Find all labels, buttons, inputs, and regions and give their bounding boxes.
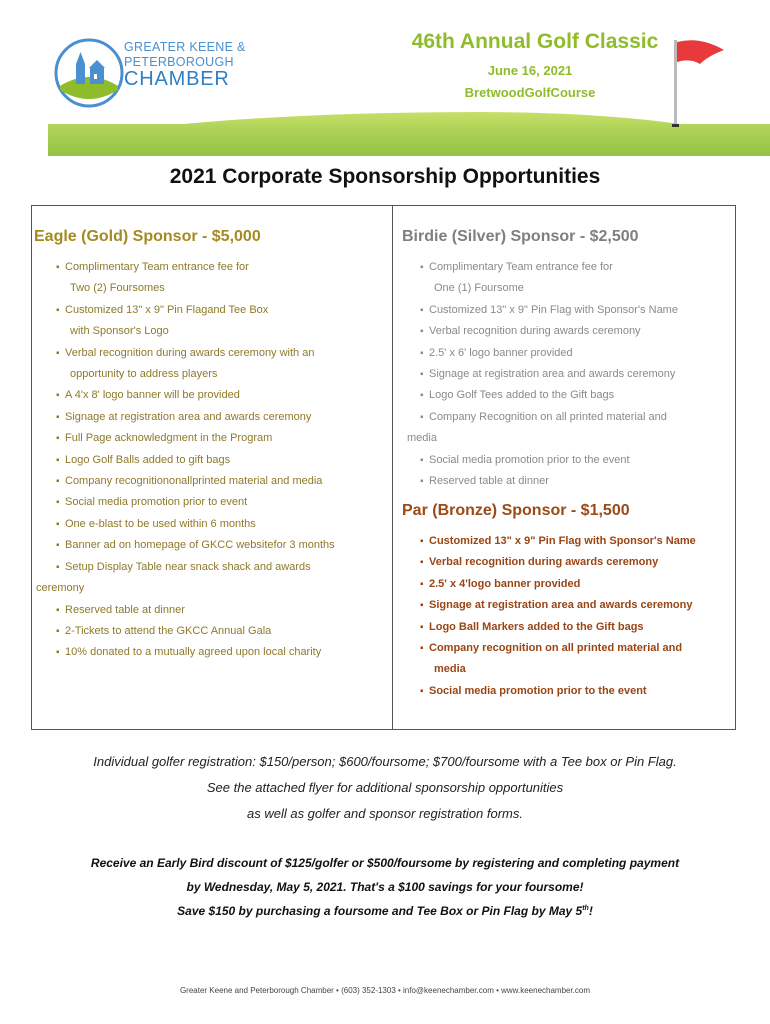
list-item: ▪ Verbal recognition during awards ceremony with an [65,343,386,364]
eagle-sponsor-tier [36,228,386,664]
par-benefits-list [429,531,732,702]
event-venue: BretwoodGolfCourse [464,85,596,100]
list-item: ▪ Verbal recognition during awards ceremony [429,552,732,573]
list-item: ▪ Signage at registration area and awards ceremony [429,595,732,616]
list-item: opportunity to address players [70,368,218,381]
early-bird-line3-end: ! [588,904,593,918]
birdie-sponsor-tier [402,228,732,492]
org-name-line2: PETERBOROUGH [124,55,234,69]
early-bird-line3-suffix: th [582,905,589,912]
event-date: June 16, 2021 [487,63,573,78]
eagle-benefits-list [36,257,386,664]
header [0,0,770,150]
list-item: ▪ Setup Display Table near snack shack and awards [65,557,386,578]
event-title: 46th Annual Golf Classic [411,30,659,53]
early-bird-line3-text: Save $150 by purchasing a foursome and Tee Box or Pin Flag by May 5 [177,904,583,918]
eagle-tier-title: Eagle (Gold) Sponsor - $5,000 [34,228,261,245]
column-divider [392,206,393,729]
birdie-benefits-list [407,257,732,492]
org-name-line3: CHAMBER [124,68,230,90]
list-item: Two (2) Foursomes [70,282,165,295]
birdie-tier-title: Birdie (Silver) Sponsor - $2,500 [402,228,639,245]
early-bird-line1: Receive an Early Bird discount of $125/golfer or $500/foursome by registering and completing payment [90,856,680,870]
list-item: ▪ A 4'x 8' logo banner will be provided [65,385,386,406]
sponsorship-table [31,205,736,730]
list-item: ▪ Logo Golf Balls added to gift bags [65,450,386,471]
org-name-line1: GREATER KEENE & [124,40,246,54]
registration-info-line2: See the attached flyer for additional sponsorship opportunities [206,780,564,795]
list-item: ▪ Reserved table at dinner [429,471,732,492]
list-item: ▪ One e-blast to be used within 6 months [65,514,386,535]
early-bird-line2: by Wednesday, May 5, 2021. That's a $100 savings for your foursome! [186,880,584,894]
early-bird-line3 [0,904,770,918]
list-item: ▪ Signage at registration area and awards ceremony [65,407,386,428]
list-item: ▪ Logo Golf Tees added to the Gift bags [429,385,732,406]
list-item: ▪ Customized 13" x 9" Pin Flag with Sponsor's Name [429,531,732,552]
list-item: One (1) Foursome [434,282,524,295]
list-item: ▪ Social media promotion prior to event [65,492,386,513]
list-item: ceremony [36,582,85,595]
contact-footer: Greater Keene and Peterborough Chamber • (603) 352-1303 • info@keenechamber.com • www.keenechamber.com [179,986,591,995]
list-item: ▪ 10% donated to a mutually agreed upon local charity [65,642,386,663]
list-item: ▪ Logo Ball Markers added to the Gift bags [429,617,732,638]
list-item: ▪ Verbal recognition during awards ceremony [429,321,732,342]
org-name [124,40,254,90]
list-item: ▪ 2-Tickets to attend the GKCC Annual Gala [65,621,386,642]
list-item: ▪ Signage at registration area and awards ceremony [429,364,732,385]
list-item: ▪ Complimentary Team entrance fee for [429,257,732,278]
chamber-logo-icon [54,38,124,108]
list-item: ▪ Customized 13" x 9" Pin Flag with Sponsor's Name [429,300,732,321]
list-item: ▪ Company recognition on all printed material and [429,638,732,659]
list-item: ▪ Social media promotion prior to the event [429,450,732,471]
list-item: ▪ Company Recognition on all printed material and [429,407,732,428]
list-item: ▪ 2.5' x 4'logo banner provided [429,574,732,595]
list-item: ▪ Complimentary Team entrance fee for [65,257,386,278]
list-item: media [407,432,437,445]
list-item: ▪ Social media promotion prior to the event [429,681,732,702]
list-item: ▪ Banner ad on homepage of GKCC websitefor 3 months [65,535,386,556]
list-item: ▪ Customized 13" x 9" Pin Flagand Tee Box [65,300,386,321]
list-item: ▪ Company recognitiononallprinted material and media [65,471,386,492]
page-title: 2021 Corporate Sponsorship Opportunities [169,165,601,188]
list-item: ▪ Reserved table at dinner [65,600,386,621]
registration-info-line1: Individual golfer registration: $150/person; $600/foursome; $700/foursome with a Tee box or Pin Flag. [93,754,677,769]
list-item: media [434,663,466,676]
registration-info-line3: as well as golfer and sponsor registration forms. [246,806,523,821]
list-item: with Sponsor's Logo [70,325,169,338]
list-item: ▪ Full Page acknowledgment in the Program [65,428,386,449]
list-item: ▪ 2.5' x 6' logo banner provided [429,343,732,364]
par-tier-title: Par (Bronze) Sponsor - $1,500 [402,502,630,519]
par-sponsor-tier [402,502,732,702]
golf-flag-icon [660,36,730,132]
